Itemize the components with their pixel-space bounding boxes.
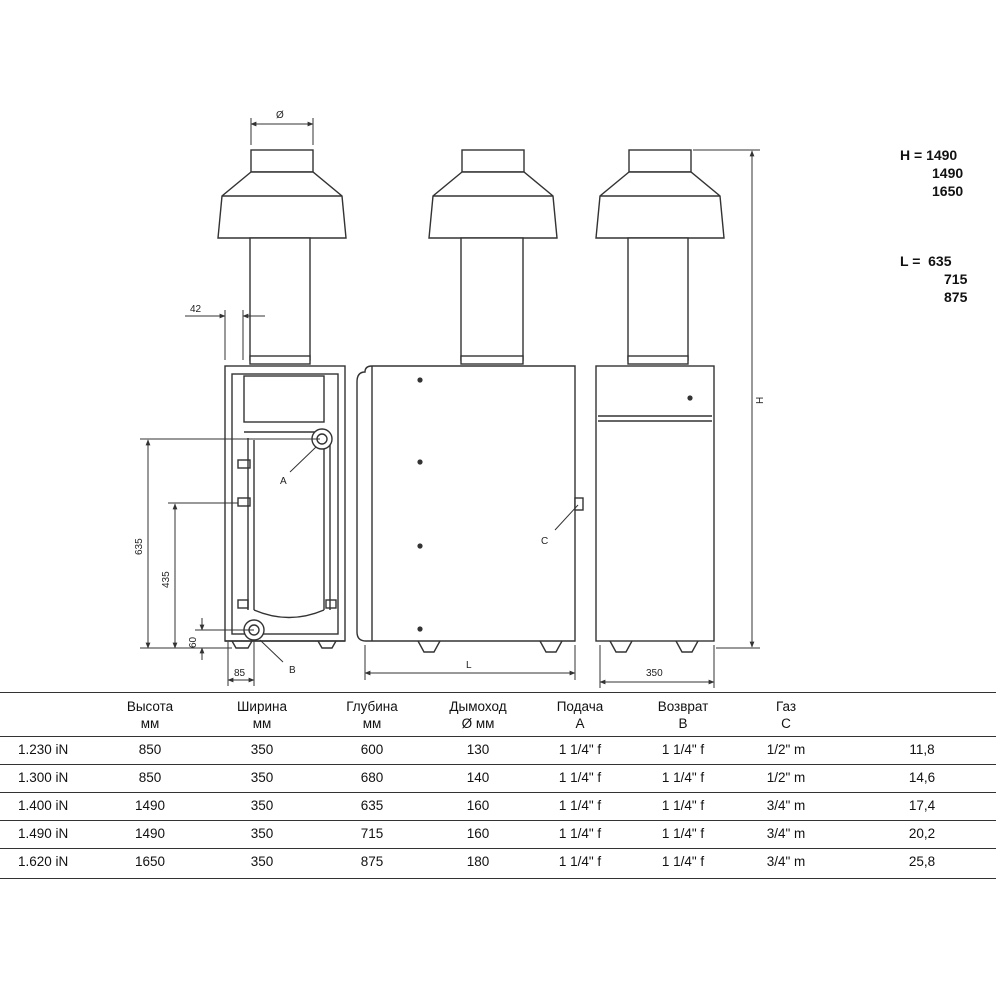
length-value-1: L = 635 bbox=[900, 253, 952, 269]
width-cell: 350 bbox=[250, 742, 274, 757]
row-rule bbox=[0, 764, 996, 765]
boiler-body-front bbox=[357, 366, 575, 641]
height-value-3: 1650 bbox=[932, 183, 964, 199]
dim-85-label: 85 bbox=[234, 668, 246, 679]
header-return: Возврат B bbox=[657, 699, 709, 731]
supply-cell: 1 1/4" f bbox=[558, 770, 602, 785]
gas-cell: 1/2" m bbox=[766, 742, 806, 757]
header-supply: Подача A bbox=[556, 699, 604, 731]
height-cell: 1650 bbox=[134, 854, 166, 869]
boiler-body-side bbox=[596, 366, 714, 641]
draft-hood-side bbox=[596, 172, 724, 238]
gas-cell: 3/4" m bbox=[766, 798, 806, 813]
table-header-row bbox=[0, 698, 1000, 738]
width-cell: 350 bbox=[250, 854, 274, 869]
side-section-view bbox=[218, 150, 346, 662]
flue-outlet-collar bbox=[251, 150, 313, 172]
flue-pipe bbox=[250, 238, 310, 360]
return-cell: 1 1/4" f bbox=[661, 826, 705, 841]
header-gas: Газ C bbox=[775, 699, 797, 731]
return-cell: 1 1/4" f bbox=[661, 854, 705, 869]
label-A: A bbox=[280, 476, 287, 487]
gas-connection-C bbox=[575, 498, 583, 510]
height-cell: 850 bbox=[138, 770, 162, 785]
height-spec bbox=[900, 146, 963, 200]
row-rule bbox=[0, 820, 996, 821]
height-value-1: H = 1490 bbox=[900, 147, 958, 163]
flue-cell: 140 bbox=[466, 770, 490, 785]
width-cell: 350 bbox=[250, 798, 274, 813]
supply-cell: 1 1/4" f bbox=[558, 798, 602, 813]
supply-cell: 1 1/4" f bbox=[558, 742, 602, 757]
model-cell: 1.490 iN bbox=[18, 826, 69, 841]
model-cell: 1.620 iN bbox=[18, 854, 69, 869]
label-C: C bbox=[541, 536, 549, 547]
table-row bbox=[0, 798, 1000, 826]
flue-cell: 160 bbox=[466, 826, 490, 841]
depth-cell: 635 bbox=[360, 798, 384, 813]
flue-cell: 180 bbox=[466, 854, 490, 869]
dim-60-label: 60 bbox=[188, 636, 199, 648]
return-cell: 1 1/4" f bbox=[661, 770, 705, 785]
dim-diameter-label: Ø bbox=[276, 110, 284, 121]
supply-cell: 1 1/4" f bbox=[558, 854, 602, 869]
flue-cell: 130 bbox=[466, 742, 490, 757]
model-cell: 1.400 iN bbox=[18, 798, 69, 813]
table-row bbox=[0, 826, 1000, 854]
height-cell: 1490 bbox=[134, 826, 166, 841]
height-cell: 850 bbox=[138, 742, 162, 757]
gas-cell: 3/4" m bbox=[766, 854, 806, 869]
gas-cell: 3/4" m bbox=[766, 826, 806, 841]
width-cell: 350 bbox=[250, 770, 274, 785]
height-cell: 1490 bbox=[134, 798, 166, 813]
dim-L-label: L bbox=[466, 660, 472, 671]
weight-cell: 11,8 bbox=[909, 742, 935, 757]
depth-cell: 600 bbox=[360, 742, 384, 757]
depth-cell: 715 bbox=[360, 826, 384, 841]
draft-hood bbox=[218, 172, 346, 238]
weight-cell: 14,6 bbox=[908, 770, 936, 785]
depth-cell: 680 bbox=[360, 770, 384, 785]
draft-hood-front bbox=[429, 172, 557, 238]
flue-cell: 160 bbox=[466, 798, 490, 813]
label-B: B bbox=[289, 665, 296, 676]
flue-pipe-front bbox=[461, 238, 523, 360]
model-cell: 1.300 iN bbox=[18, 770, 69, 785]
table-top-rule bbox=[0, 692, 996, 693]
height-value-2: 1490 bbox=[932, 165, 964, 181]
length-spec bbox=[900, 252, 967, 306]
header-depth: Глубина мм bbox=[346, 699, 398, 731]
side-exterior-view bbox=[596, 150, 724, 652]
weight-cell: 17,4 bbox=[908, 798, 936, 813]
return-cell: 1 1/4" f bbox=[661, 798, 705, 813]
row-rule bbox=[0, 848, 996, 849]
dim-350-label: 350 bbox=[646, 668, 663, 679]
dim-42-label: 42 bbox=[190, 304, 202, 315]
model-cell: 1.230 iN bbox=[18, 742, 69, 757]
length-value-2: 715 bbox=[944, 271, 968, 287]
dim-435-label: 435 bbox=[161, 571, 172, 588]
table-row bbox=[0, 770, 1000, 798]
gas-cell: 1/2" m bbox=[766, 770, 806, 785]
width-cell: 350 bbox=[250, 826, 274, 841]
table-bottom-rule bbox=[0, 878, 996, 879]
supply-cell: 1 1/4" f bbox=[558, 826, 602, 841]
header-flue: Дымоход Ø мм bbox=[449, 699, 507, 731]
return-cell: 1 1/4" f bbox=[661, 742, 705, 757]
depth-cell: 875 bbox=[360, 854, 384, 869]
table-row bbox=[0, 742, 1000, 770]
dim-H-label: H bbox=[755, 396, 766, 404]
table-header-rule bbox=[0, 736, 996, 737]
row-rule bbox=[0, 792, 996, 793]
dim-635-label: 635 bbox=[134, 538, 145, 555]
length-value-3: 875 bbox=[944, 289, 968, 305]
header-width: Ширина мм bbox=[237, 699, 287, 731]
front-view bbox=[357, 150, 583, 652]
header-height: Высота мм bbox=[126, 699, 174, 731]
weight-cell: 25,8 bbox=[908, 854, 936, 869]
weight-cell: 20,2 bbox=[908, 826, 936, 841]
flue-pipe-side bbox=[628, 238, 688, 360]
